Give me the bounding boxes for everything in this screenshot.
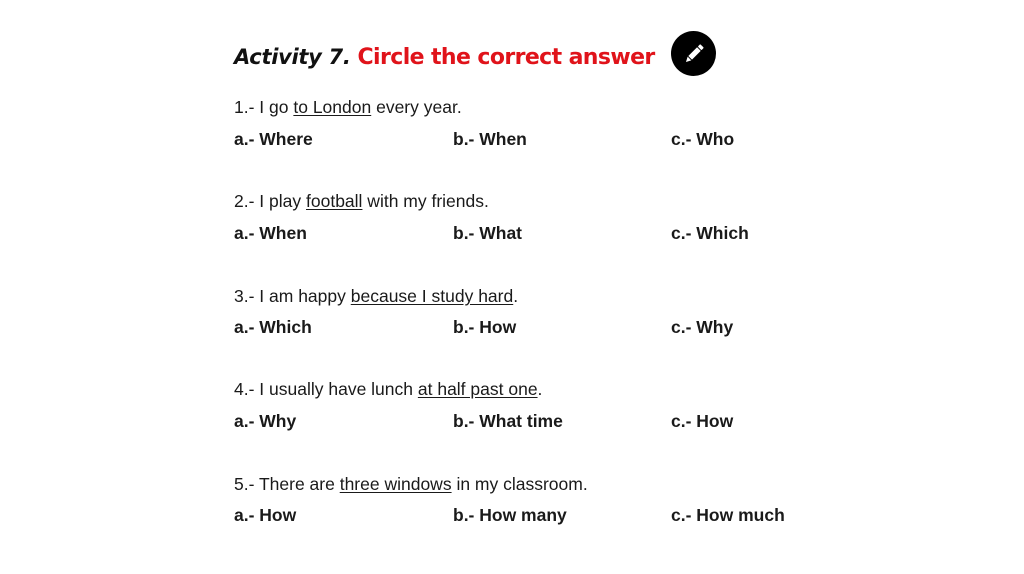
- option-c[interactable]: c.- Who: [671, 129, 735, 149]
- activity-number: Activity 7.: [234, 45, 351, 69]
- question-5: [234, 474, 588, 495]
- option-b[interactable]: b.- How: [453, 317, 517, 337]
- question-text-before: I go: [259, 97, 294, 117]
- question-text-before: I am happy: [259, 286, 351, 306]
- option-c[interactable]: c.- Why: [671, 317, 734, 337]
- option-c[interactable]: c.- How much: [671, 505, 785, 525]
- question-text-before: I usually have lunch: [259, 379, 418, 399]
- question-text-before: There are: [258, 474, 340, 494]
- question-number: 4.-: [234, 379, 260, 399]
- question-underlined: three windows: [339, 474, 452, 494]
- option-a[interactable]: a.- How: [234, 505, 297, 525]
- option-a[interactable]: a.- Where: [234, 129, 313, 149]
- option-b[interactable]: b.- What: [453, 223, 523, 243]
- question-number: 5.-: [234, 474, 259, 494]
- question-text-before: I play: [259, 191, 306, 211]
- question-number: 1.-: [234, 97, 260, 117]
- option-c[interactable]: c.- How: [671, 411, 734, 431]
- option-c[interactable]: c.- Which: [671, 223, 749, 243]
- question-text-after: .: [513, 286, 519, 306]
- question-3: [234, 286, 518, 307]
- option-a[interactable]: a.- Which: [234, 317, 312, 337]
- question-number: 3.-: [234, 286, 260, 306]
- question-text-after: in my classroom.: [451, 474, 588, 494]
- pencil-glyph: [681, 41, 707, 67]
- option-b[interactable]: b.- How many: [453, 505, 567, 525]
- question-underlined: to London: [293, 97, 372, 117]
- question-text-after: with my friends.: [362, 191, 489, 211]
- question-2: [234, 191, 489, 212]
- option-a[interactable]: a.- When: [234, 223, 307, 243]
- question-underlined: football: [306, 191, 363, 211]
- activity-title: [234, 40, 655, 74]
- question-number: 2.-: [234, 191, 260, 211]
- question-1: [234, 97, 462, 118]
- pencil-icon: [671, 31, 716, 76]
- question-text-after: .: [537, 379, 543, 399]
- question-underlined: because I study hard: [350, 286, 514, 306]
- option-b[interactable]: b.- What time: [453, 411, 563, 431]
- question-text-after: every year.: [371, 97, 462, 117]
- option-a[interactable]: a.- Why: [234, 411, 297, 431]
- question-4: [234, 379, 542, 400]
- question-underlined: at half past one: [417, 379, 538, 399]
- option-b[interactable]: b.- When: [453, 129, 527, 149]
- activity-instruction: Circle the correct answer: [357, 44, 655, 70]
